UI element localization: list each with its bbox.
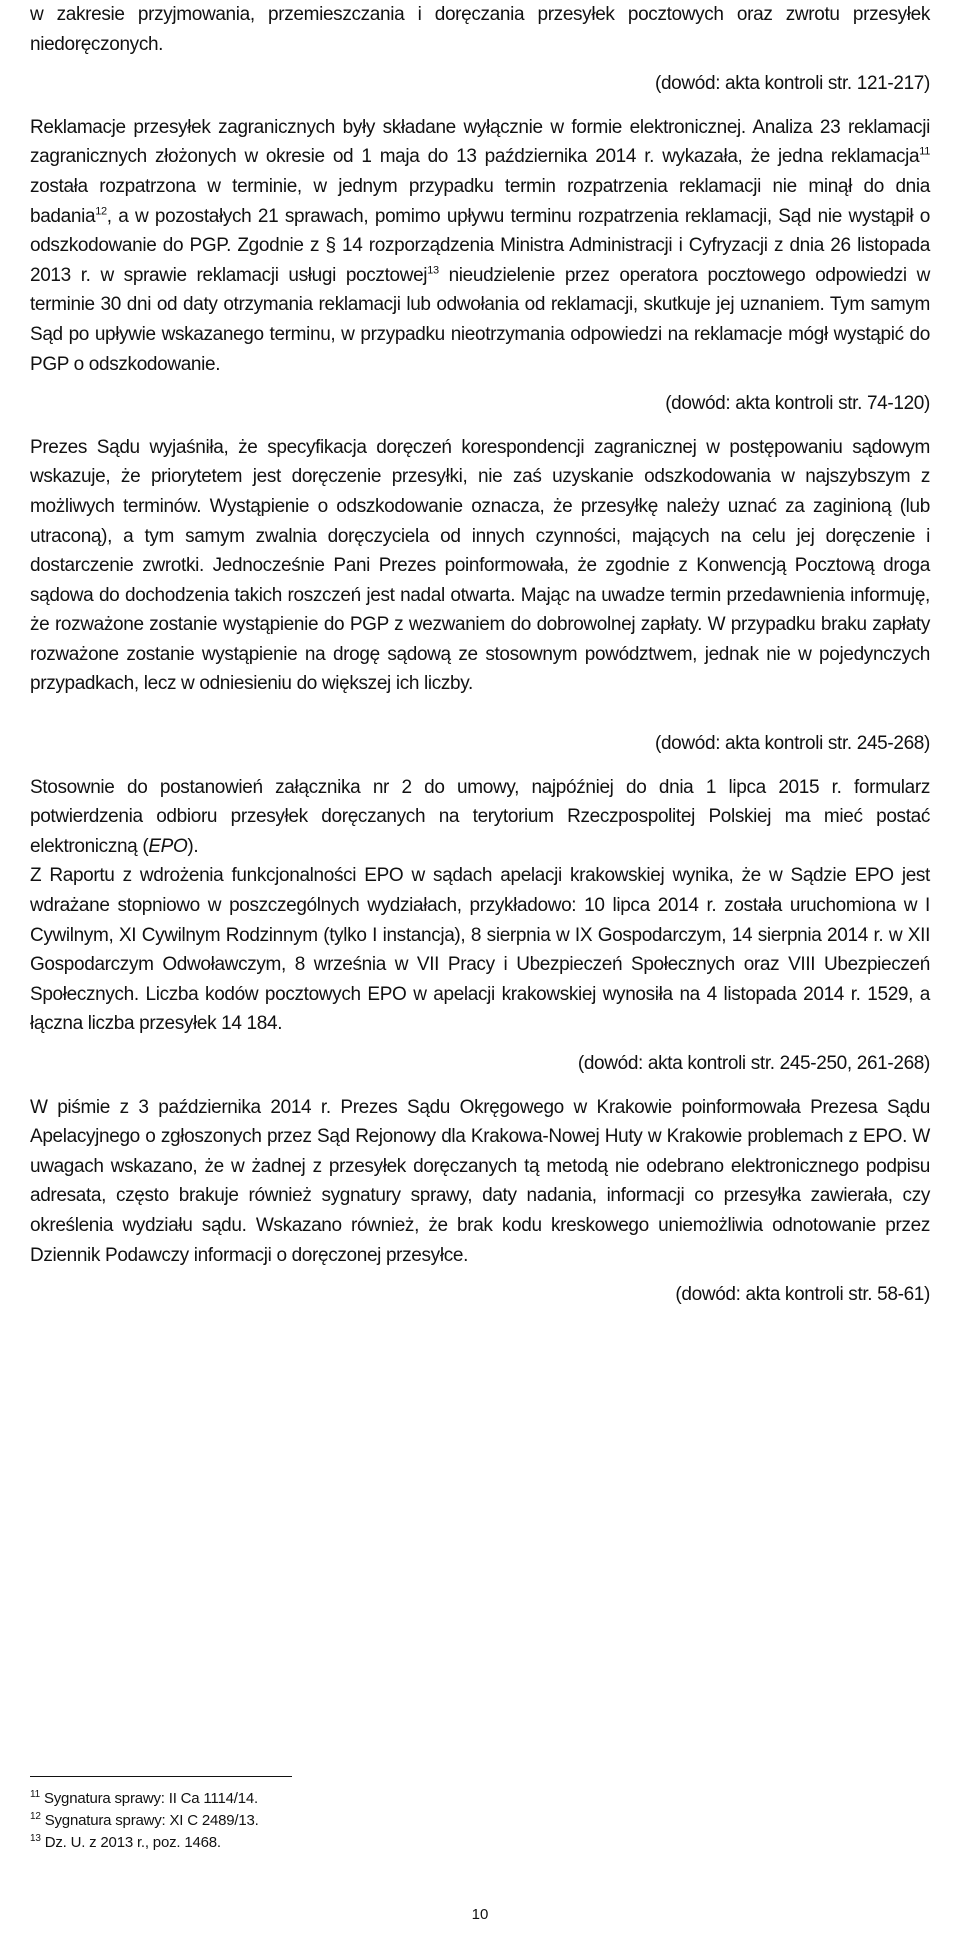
- footnote-marker: 13: [427, 264, 439, 277]
- footnote-number: 12: [30, 1811, 41, 1822]
- footnote-separator: [30, 1776, 292, 1777]
- footnotes: [30, 1788, 630, 1854]
- footnote-number: 11: [30, 1789, 40, 1800]
- body-paragraph: Stosownie do postanowień załącznika nr 2 do umowy, najpóźniej do dnia 1 lipca 2015 r. formularz potwierdzenia odbioru przesyłek doręczanych na terytorium Rzeczpospolitej Polskiej ma mieć postać elektroniczną (EPO).: [30, 776, 930, 857]
- footnote: $^{12}$ Sygnatura sprawy: XI C 2489/13.: [30, 1811, 259, 1829]
- italic-abbreviation: EPO: [148, 835, 188, 857]
- evidence-reference: (dowód: akta kontroli str. 58-61): [675, 1284, 930, 1306]
- evidence-reference: (dowód: akta kontroli str. 245-250, 261-268): [577, 1053, 930, 1074]
- evidence-reference: (dowód: akta kontroli str. 245-268): [654, 733, 930, 755]
- document-body: [30, 0, 930, 1310]
- body-paragraph: w zakresie przyjmowania, przemieszczania i doręczania przesyłek pocztowych oraz zwrotu przesyłek niedoręczonych.: [30, 4, 930, 55]
- footnote-marker: 11: [919, 146, 930, 159]
- body-paragraph: Reklamacje przesyłek zagranicznych były składane wyłącznie w formie elektronicznej. Analiza 23 reklamacji zagranicznych złożonych w okresie od 1 maja do 13 października 2014 r. wykazała, że jedna reklamacja$^{11}$ została rozpatrzona w terminie, w jednym przypadku termin rozpatrzenia reklamacji nie minął do dnia badania$^{12}$, a w pozostałych 21 sprawach, pomimo upływu terminu rozpatrzenia reklamacji, Sąd nie wystąpił o odszkodowanie do PGP. Zgodnie z § 14 rozporządzenia Ministra Administracji i Cyfryzacji z dnia 26 listopada 2013 r. w sprawie reklamacji usługi pocztowej$^{13}$ nieudzielenie przez operatora pocztowego odpowiedzi w terminie 30 dni od daty otrzymania reklamacji lub odwołania od reklamacji, skutkuje jej uznaniem. Tym samym Sąd po upływie wskazanego terminu, w przypadku nieotrzymania odpowiedzi na reklamacje mógł wystąpić do PGP o odszkodowanie.: [30, 116, 930, 375]
- footnote: $^{13}$ Dz. U. z 2013 r., poz. 1468.: [30, 1833, 221, 1851]
- footnote-marker: 12: [95, 205, 107, 218]
- body-paragraph: W piśmie z 3 października 2014 r. Prezes Sądu Okręgowego w Krakowie poinformowała Prezesa Sądu Apelacyjnego o zgłoszonych przez Sąd Rejonowy dla Krakowa-Nowej Huty w Krakowie problemach z EPO. W uwagach wskazano, że w żadnej z przesyłek doręczanych tą metodą nie odebrano elektronicznego podpisu adresata, często brakuje również sygnatury sprawy, daty nadania, informacji co przesyłka zawierała, czy określenia wydziału sądu. Wskazano również, że brak kodu kreskowego uniemożliwia odnotowanie przez Dziennik Podawczy informacji o doręczonej przesyłce.: [30, 1096, 930, 1266]
- body-paragraph: Prezes Sądu wyjaśniła, że specyfikacja doręczeń korespondencji zagranicznej w postępowaniu sądowym wskazuje, że priorytetem jest doręczenie przesyłki, nie zaś uzyskanie odszkodowania w najszybszym z możliwych terminów. Wystąpienie o odszkodowanie oznacza, że przesyłkę należy uznać za zaginioną (lub utraconą), a tym samym zwalnia doręczyciela od innych czynności, mających na celu jej doręczenie i dostarczenie zwrotki. Jednocześnie Pani Prezes poinformowała, że zgodnie z Konwencją Pocztową droga sądowa do dochodzenia takich roszczeń jest nadal otwarta. Mając na uwadze termin przedawnienia informuję, że rozważone zostanie wystąpienie do PGP z wezwaniem do dobrowolnej zapłaty. W przypadku braku zapłaty rozważone zostanie wystąpienie na drogę sądową ze stosownym powództwem, jednak nie w pojedynczych przypadkach, lecz w odniesieniu do większej ich liczby.: [30, 436, 930, 695]
- page-number: 10: [471, 1906, 489, 1923]
- body-paragraph: Z Raportu z wdrożenia funkcjonalności EPO w sądach apelacji krakowskiej wynika, że w Sądzie EPO jest wdrażane stopniowo w poszczególnych wydziałach, przykładowo: 10 lipca 2014 r. została uruchomiona w I Cywilnym, XI Cywilnym Rodzinnym (tylko I instancja), 8 sierpnia w IX Gospodarczym, 14 sierpnia 2014 r. w XII Gospodarczym Odwoławczym, 8 września w VII Pracy i Ubezpieczeń Społecznych oraz VIII Ubezpieczeń Społecznych. Liczba kodów pocztowych EPO w apelacji krakowskiej wynosiła na 4 listopada 2014 r. 1529, a łączna liczba przesyłek 14 184.: [30, 865, 930, 1035]
- evidence-reference: (dowód: akta kontroli str. 74-120): [665, 393, 930, 415]
- footnote-number: 13: [30, 1833, 41, 1844]
- evidence-reference: (dowód: akta kontroli str. 121-217): [654, 73, 930, 95]
- footnote: $^{11}$ Sygnatura sprawy: II Ca 1114/14.: [30, 1789, 258, 1807]
